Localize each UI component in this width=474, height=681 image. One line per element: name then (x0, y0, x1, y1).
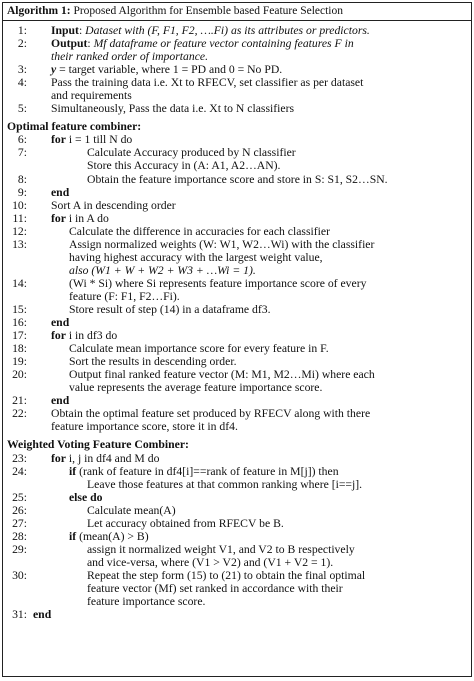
algo-line-30-cont2 (7, 595, 467, 608)
algo-line-14 (7, 277, 467, 290)
keyword: end (33, 608, 52, 622)
algo-line-18 (7, 342, 467, 355)
line-number: 12: (12, 224, 27, 238)
line-number: 8: (17, 172, 27, 186)
line-number: 18: (12, 342, 27, 356)
line-text: and requirements (51, 89, 132, 103)
line-number: 15: (12, 302, 27, 316)
line-number: 25: (12, 490, 27, 504)
line-text: Assign normalized weights (W: W1, W2…Wi) with the classifier (69, 237, 375, 251)
line-text: (Wi * Si) where Si represents feature importance score of every (69, 276, 367, 290)
algo-line-22 (7, 407, 467, 420)
line-text: assign it normalized weight V1, and V2 to B respectively (87, 542, 355, 556)
line-text: Calculate Accuracy produced by N classifier (87, 146, 296, 160)
algo-line-19 (7, 355, 467, 368)
line-number: 1: (17, 24, 27, 37)
algo-line-2-cont (7, 50, 467, 63)
algo-line-1 (7, 24, 467, 37)
line-number: 13: (12, 237, 27, 251)
algo-line-7-cont (7, 159, 467, 172)
line-text: Calculate the difference in accuracies for each classifier (69, 224, 330, 238)
line-number: 4: (17, 76, 27, 90)
line-number: 16: (12, 316, 27, 330)
algo-line-10 (7, 199, 467, 212)
algo-line-2 (7, 37, 467, 50)
line-number: 19: (12, 355, 27, 369)
line-number: 24: (12, 464, 27, 478)
line-text: Sort A in descending order (51, 198, 176, 212)
line-text: Sort the results in descending order. (69, 355, 237, 369)
algo-line-29-cont (7, 556, 467, 569)
line-text: Output final ranked feature vector (M: M1, M2…Mi) where each (69, 368, 375, 382)
line-text: Calculate mean importance score for every feature in F. (69, 342, 329, 356)
algo-line-25 (7, 491, 467, 504)
separator: : (87, 37, 94, 51)
line-number: 21: (12, 394, 27, 408)
algo-line-4-cont (7, 89, 467, 102)
line-text: feature (F: F1, F2…Fi). (69, 289, 180, 303)
line-text: Obtain the optimal feature set produced by RFECV along with there (51, 407, 371, 421)
algo-line-20 (7, 368, 467, 381)
keyword: else do (69, 490, 103, 504)
algo-line-4 (7, 76, 467, 89)
algorithm-title: Proposed Algorithm for Ensemble based Feature Selection (73, 5, 344, 17)
algorithm-caption (3, 3, 471, 20)
line-number: 11: (12, 211, 27, 225)
line-number: 5: (17, 102, 27, 116)
line-text: Mf dataframe or feature vector containing features F in (93, 37, 354, 51)
line-number: 2: (17, 37, 27, 51)
algo-line-6 (7, 133, 467, 146)
line-text: (mean(A) > B) (76, 529, 149, 543)
keyword: end (51, 316, 70, 330)
keyword: if (69, 464, 77, 478)
algo-line-14-cont (7, 290, 467, 303)
line-text: Store result of step (14) in a dataframe df3. (69, 302, 271, 316)
line-number: 29: (12, 542, 27, 556)
line-text: i in A do (65, 211, 109, 225)
algo-line-12 (7, 225, 467, 238)
line-number: 10: (12, 198, 27, 212)
line-number: 20: (12, 368, 27, 382)
line-number: 27: (12, 516, 27, 530)
line-text: Simultaneously, Pass the data i.e. Xt to N classifiers (51, 102, 295, 116)
algo-line-9 (7, 186, 467, 199)
algo-line-22-cont (7, 420, 467, 433)
algo-line-29 (7, 543, 467, 556)
algo-line-21 (7, 394, 467, 407)
line-text: (rank of feature in df4[i]==rank of feature in M[j]) then (76, 464, 339, 478)
line-number: 30: (12, 568, 27, 582)
line-text: i = 1 till N do (65, 133, 133, 147)
separator: : (78, 24, 86, 37)
algo-line-13 (7, 238, 467, 251)
line-number: 31: (12, 608, 27, 622)
line-number: 3: (17, 63, 27, 77)
algo-line-5 (7, 102, 467, 115)
line-text: Leave those features at that common ranking where [i==j]. (87, 477, 363, 491)
line-text: feature vector (Mf) set ranked in accordance with their (87, 581, 343, 595)
keyword: Output (51, 37, 88, 51)
line-text: value represents the average feature importance score. (69, 381, 323, 395)
line-text: Dataset with (F, F1, F2, ….Fi) as its attributes or predictors. (85, 24, 370, 37)
keyword: end (51, 185, 70, 199)
keyword: if (69, 529, 77, 543)
line-number: 6: (17, 133, 27, 147)
algo-line-7 (7, 146, 467, 159)
keyword: for (51, 133, 66, 147)
algo-line-15 (7, 303, 467, 316)
line-number: 14: (12, 276, 27, 290)
line-number: 23: (12, 451, 27, 465)
algo-line-28 (7, 530, 467, 543)
algo-line-24-cont (7, 478, 467, 491)
line-text: Obtain the feature importance score and store in S: S1, S2…SN. (87, 172, 388, 186)
algo-line-24 (7, 465, 467, 478)
algo-line-13-cont (7, 251, 467, 264)
line-text: i, j in df4 and M do (65, 451, 160, 465)
algo-line-11 (7, 212, 467, 225)
line-text: Let accuracy obtained from RFECV be B. (87, 516, 284, 530)
line-text: and vice-versa, where (V1 > V2) and (V1 + V2 = 1). (87, 555, 334, 569)
algo-line-27 (7, 517, 467, 530)
keyword: for (51, 211, 66, 225)
line-text: Pass the training data i.e. Xt to RFECV, set classifier as per dataset (51, 76, 364, 90)
algorithm-box (2, 2, 472, 677)
keyword: Input (51, 24, 79, 37)
line-text: Repeat the step form (15) to (21) to obtain the final optimal (87, 568, 366, 582)
algo-line-3 (7, 63, 467, 76)
line-number: 9: (17, 185, 27, 199)
line-number: 28: (12, 529, 27, 543)
line-text: having highest accuracy with the largest weight value, (69, 250, 323, 264)
algo-line-17 (7, 329, 467, 342)
line-text: feature importance score, store it in df4. (51, 420, 238, 434)
line-text: also (W1 + W + W2 + W3 + …Wi = 1). (69, 263, 256, 277)
algo-line-8 (7, 173, 467, 186)
line-number: 17: (12, 329, 27, 343)
algo-line-31 (7, 608, 467, 621)
algo-line-23 (7, 452, 467, 465)
line-text: = target variable, where 1 = PD and 0 = No PD. (56, 63, 283, 77)
line-number: 22: (12, 407, 27, 421)
line-text: Calculate mean(A) (87, 503, 176, 517)
algorithm-body (3, 21, 471, 621)
section-optimal-feature-combiner: Optimal feature combiner: (7, 120, 142, 134)
section-weighted-voting-feature-combiner: Weighted Voting Feature Combiner: (7, 438, 189, 452)
variable: y (51, 63, 57, 77)
algo-line-16 (7, 316, 467, 329)
keyword: for (51, 451, 66, 465)
algo-line-26 (7, 504, 467, 517)
keyword: for (51, 329, 66, 343)
line-number: 26: (12, 503, 27, 517)
algo-line-13-cont2 (7, 264, 467, 277)
caption-separator: : (66, 5, 71, 17)
line-number: 7: (17, 146, 27, 160)
algo-line-30-cont (7, 582, 467, 595)
line-text: Store this Accuracy in (A: A1, A2…AN). (87, 159, 281, 173)
line-text: their ranked order of importance. (51, 50, 208, 64)
line-text: feature importance score. (87, 595, 206, 609)
algo-line-30 (7, 569, 467, 582)
algorithm-label: Algorithm 1 (7, 5, 67, 17)
keyword: end (51, 394, 70, 408)
algo-line-20-cont (7, 381, 467, 394)
line-text: i in df3 do (65, 329, 118, 343)
